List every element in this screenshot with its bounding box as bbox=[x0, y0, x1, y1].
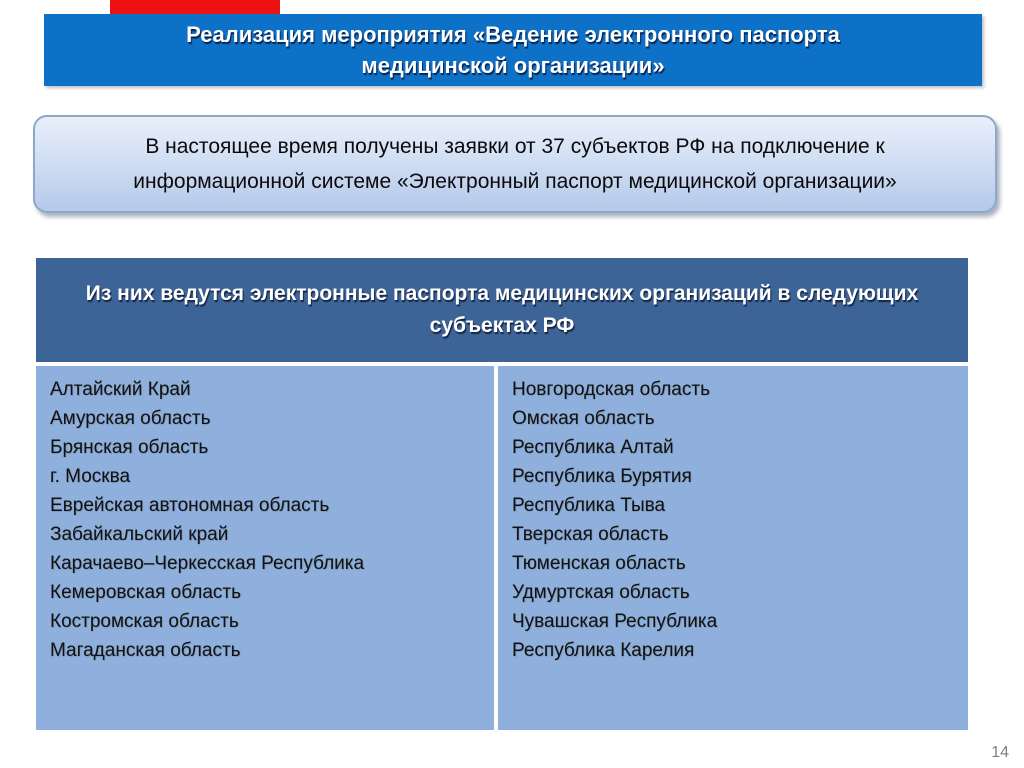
region-item: Удмуртская область bbox=[512, 582, 690, 603]
region-item: Республика Бурятия bbox=[512, 466, 692, 487]
regions-column-right bbox=[498, 366, 968, 730]
regions-table bbox=[36, 258, 968, 730]
region-item: Магаданская область bbox=[50, 640, 241, 661]
region-item: Новгородская область bbox=[512, 379, 710, 400]
region-item: Кемеровская область bbox=[50, 582, 241, 603]
region-item: Забайкальский край bbox=[50, 524, 229, 545]
region-item: Алтайский Край bbox=[50, 379, 191, 400]
regions-table-header-text: Из них ведутся электронные паспорта медицинских организаций в следующих субъектах РФ bbox=[85, 282, 919, 337]
page-number: 14 bbox=[991, 744, 1009, 761]
regions-table-header bbox=[36, 258, 968, 362]
regions-table-body bbox=[36, 366, 968, 730]
summary-callout-text: В настоящее время получены заявки от 37 субъектов РФ на подключение к информационной системе «Электронный паспорт медицинской организации» bbox=[133, 135, 897, 193]
region-item: Тверская область bbox=[512, 524, 669, 545]
summary-callout-box bbox=[33, 115, 997, 213]
region-item: Республика Тыва bbox=[512, 495, 666, 516]
regions-column-left bbox=[36, 366, 494, 730]
region-item: Чувашская Республика bbox=[512, 611, 718, 632]
region-item: Республика Карелия bbox=[512, 640, 695, 661]
region-item: Республика Алтай bbox=[512, 437, 674, 458]
slide-title: Реализация мероприятия «Ведение электронного паспорта медицинской организации» bbox=[186, 22, 840, 78]
region-item: Еврейская автономная область bbox=[50, 495, 330, 516]
region-item: Брянская область bbox=[50, 437, 209, 458]
region-item: Карачаево–Черкесская Республика bbox=[50, 553, 365, 574]
region-item: Тюменская область bbox=[512, 553, 686, 574]
slide-title-bar bbox=[44, 14, 982, 86]
region-item: Амурская область bbox=[50, 408, 211, 429]
region-item: Омская область bbox=[512, 408, 655, 429]
red-accent-bar bbox=[110, 0, 280, 15]
region-item: г. Москва bbox=[50, 466, 131, 487]
region-item: Костромская область bbox=[50, 611, 239, 632]
